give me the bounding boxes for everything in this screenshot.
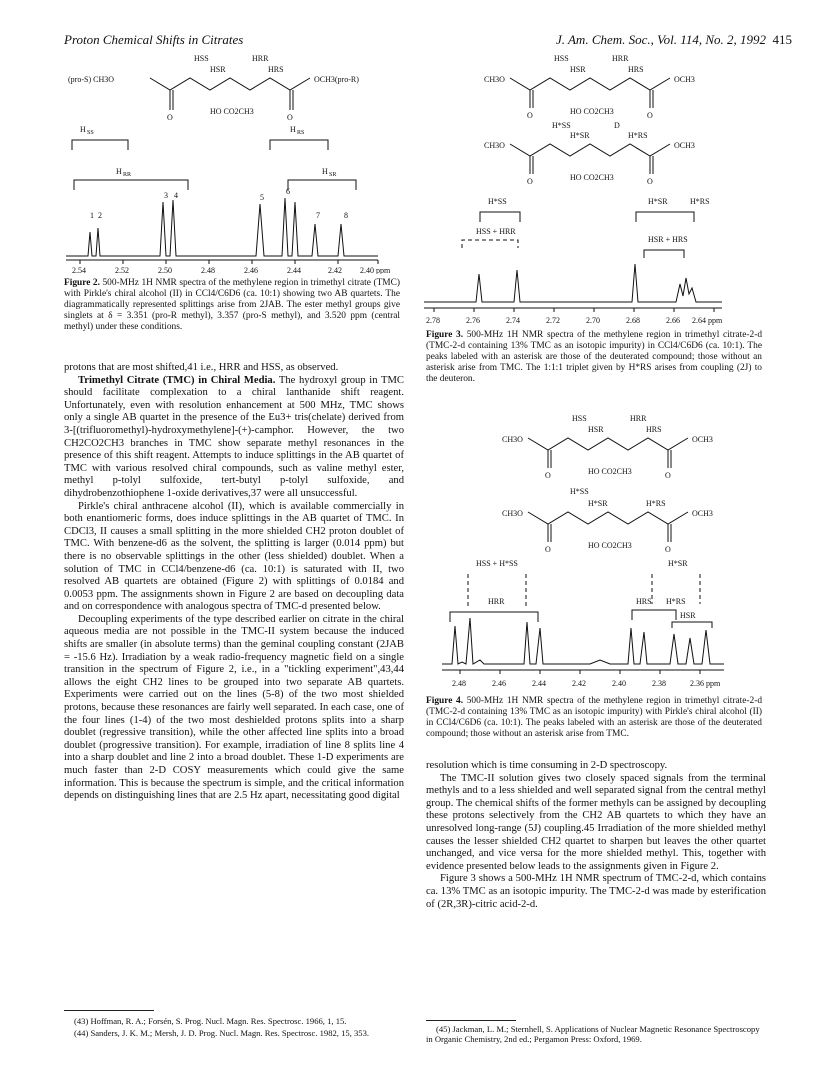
fig4-label-hrr: HRR xyxy=(488,597,505,606)
fig2-tick-label: 2.44 xyxy=(287,266,301,274)
fig2-label-hrs: HRS xyxy=(268,65,284,74)
paragraph: Trimethyl Citrate (TMC) in Chiral Media. The hydroxyl group in TMC should facilitate complexation to a chiral lanthanide shift reagent. Unfortunately, even with resolution enhancement at 500 MHz, TMC shows only a single AB quartet in the presence of the Eu3+ tris(chelate) derived from 3-[(trifluoromethyl)-hydroxymethylene]-(+)-camphor. However, the two CH2CO2CH3 branches in TMC show separate methyl resonances in the presence of this shift reagent. Attempts to induce splittings in the AB quartet of TMC with various resolved chiral compounds, such as valine methyl ester, methyl p-tolyl sulfoxide, tert-butyl p-tolyl sulfoxide, and dihydrobenzothiophene 1-oxide derivatives,37 were all unsuccessful. xyxy=(64,374,404,499)
caption-text: 500-MHz 1H NMR spectra of the methylene region in trimethyl citrate-2-d (TMC-2-d containing 13% TMC as an isotopic impurity) with Pirkle's chiral alcohol (II) in CCl4/C6D6 (ca. 10:1). The peaks labeled with an asterisk are those of the deuterated compound; those without an asterisk arise from TMC. xyxy=(426,696,763,739)
left-column xyxy=(64,362,404,803)
svg-text:HRS: HRS xyxy=(646,425,662,434)
svg-text:HSR: HSR xyxy=(570,65,586,74)
svg-text:O: O xyxy=(527,111,533,120)
fig3-right-group: OCH3 xyxy=(674,75,695,84)
fig2-ticks xyxy=(80,260,378,264)
svg-text:H: H xyxy=(116,167,122,176)
footnote-rule-right xyxy=(426,1020,516,1021)
paragraph: protons that are most shifted,41 i.e., HRR and HSS, as observed. xyxy=(64,362,339,373)
fig3-tick-label: 2.72 xyxy=(546,316,560,325)
svg-text:3: 3 xyxy=(164,191,168,200)
running-title: Proton Chemical Shifts in Citrates xyxy=(64,32,244,47)
fig3-label-hrs-star: H*RS xyxy=(690,197,710,206)
svg-text:HSR: HSR xyxy=(588,425,604,434)
figure-2-caption xyxy=(64,278,400,333)
fig2-tick-label: 2.50 xyxy=(158,266,172,274)
reference-44: (44) Sanders, J. K. M.; Mersh, J. D. Prog. Nucl. Magn. Res. Spectrosc. 1982, 15, 353. xyxy=(74,1028,370,1039)
fig2-tree-hss xyxy=(72,140,128,150)
reference-43: (43) Hoffman, R. A.; Forsén, S. Prog. Nucl. Magn. Res. Spectrosc. 1966, 1, 15. xyxy=(74,1016,347,1026)
fig3-spectrum xyxy=(424,264,722,302)
fig2-label-hrr: HRR xyxy=(252,54,269,63)
page-number: 415 xyxy=(772,32,792,47)
figure-3-caption xyxy=(426,330,762,385)
fig3-label-hss-hrr: HSS + HRR xyxy=(476,227,516,236)
fig3-label-hsr-hrs: HSR + HRS xyxy=(648,235,688,244)
fig3-tick-label: 2.76 xyxy=(466,316,480,325)
svg-text:SR: SR xyxy=(329,172,337,178)
fig4-ticks xyxy=(460,670,700,674)
svg-text:SS: SS xyxy=(87,130,94,136)
fig2-tree-hrs xyxy=(270,140,328,150)
svg-text:H*RS: H*RS xyxy=(628,131,648,140)
fig4-tick-label: 2.48 xyxy=(452,679,466,688)
fig4-tick-label: 2.36 ppm xyxy=(690,679,721,688)
fig2-tick-label: 2.54 xyxy=(72,266,86,274)
fig2-right-group: OCH3(pro-R) xyxy=(314,75,359,84)
fig2-label-hsr: HSR xyxy=(210,65,226,74)
fig4-tick-label: 2.44 xyxy=(532,679,546,688)
fig4-label-hrs-star: H*RS xyxy=(666,597,686,606)
fig2-tree-hrr xyxy=(74,180,188,190)
fig4-spectrum xyxy=(442,618,724,664)
caption-label: Figure 2. xyxy=(64,278,100,288)
caption-text: 500-MHz 1H NMR spectra of the methylene region in trimethyl citrate-2-d (TMC-2-d containing 13% TMC as an isotopic impurity) in CCl4/C6D6 (ca. 10:1). The peaks labeled with an asterisk are those of the deuterated compound; those without an asterisk arise from TMC. The 1:1:1 triplet given by H*RS arises from coupling (2J) to the deuteron. xyxy=(426,330,763,384)
svg-text:H*SR: H*SR xyxy=(588,499,608,508)
svg-text:HRR: HRR xyxy=(612,54,629,63)
fig2-tree-hsr xyxy=(288,180,356,190)
fig2-center-group: HO CO2CH3 xyxy=(210,107,254,116)
svg-text:8: 8 xyxy=(344,211,348,220)
svg-text:H*SS: H*SS xyxy=(552,121,571,130)
reference-45: (45) Jackman, L. M.; Sternhell, S. Applications of Nuclear Magnetic Resonance Spectroscopy in Organic Chemistry, 2nd ed.; Pergamon Press: Oxford, 1969. xyxy=(426,1024,760,1045)
caption-text: 500-MHz 1H NMR spectra of the methylene region in trimethyl citrate (TMC) with Pirkle's chiral alcohol (II) in CCl4/C6D6 (ca. 10:1) showing two AB quartets. The diagrammatically represented splittings arise from 2JAB. The ester methyl groups give singlets at δ = 3.351 (pro-R methyl), 3.357 (pro-S methyl), and 3.520 ppm (central methyl) under these conditions. xyxy=(64,278,401,332)
fig2-left-group: (pro-S) CH3O xyxy=(68,75,114,84)
fig3-label-hss-star: H*SS xyxy=(488,197,507,206)
svg-text:HRS: HRS xyxy=(628,65,644,74)
svg-text:H: H xyxy=(290,125,296,134)
fig4-tick-label: 2.38 xyxy=(652,679,666,688)
fig2-backbone xyxy=(150,78,310,90)
svg-text:5: 5 xyxy=(260,193,264,202)
paragraph: Pirkle's chiral anthracene alcohol (II), which is available commercially in both enantiomeric forms, does induce splittings in the AB quartet of TMC. In CDCl3, II causes a small splitting in the more shielded CH2 proton doublet of TMC. With benzene-d6 as the solvent, the splitting is larger (0.014 ppm) but there is no observable splittings in the other (less shielded) doublet. When a solution of TMC in CCl4/benzene-d6 (ca. 10:1) is saturated with II, two resolved AB quartets are obtained (Figure 2) with splittings of 0.0184 and 0.0053 ppm. The assignments shown in Figure 2 are based on decoupling data and on correspondence with analogous spectra of TMC-d presented below. xyxy=(64,500,404,613)
fig2-tick-label: 2.48 xyxy=(201,266,215,274)
fig3-tick-label: 2.74 xyxy=(506,316,520,325)
paragraph: The TMC-II solution gives two closely spaced signals from the terminal methyls and to a less shielded and well separated signal from the central methyl group. The chemical shifts of the former methyls can be assigned by decoupling these protons selectively from the CH2 AB quartets to which they have an unresolved long-range (5J) coupling.45 Irradiation of the more shielded methyl causes the lesser shielded CH2 quartet to sharpen but leaves the other quartet unchanged, and vice versa for the more shielded methyl. This, together with evidence presented below leads to the assignments given in Figure 2. xyxy=(426,772,766,872)
svg-text:H*SR: H*SR xyxy=(570,131,590,140)
figure-4 xyxy=(440,408,740,700)
fig3-tick-label: 2.68 xyxy=(626,316,640,325)
svg-text:OCH3: OCH3 xyxy=(692,509,713,518)
fig2-tick-label: 2.52 xyxy=(115,266,129,274)
svg-text:1: 1 xyxy=(90,211,94,220)
fig4-label-hsr-star: H*SR xyxy=(668,559,688,568)
fig3-ticks xyxy=(434,308,714,312)
svg-text:CH3O: CH3O xyxy=(502,435,523,444)
svg-text:2: 2 xyxy=(98,211,102,220)
svg-text:O: O xyxy=(665,471,671,480)
journal-name: J. Am. Chem. Soc. xyxy=(555,32,651,47)
svg-text:O: O xyxy=(527,177,533,186)
fig2-tick-label: 2.46 xyxy=(244,266,258,274)
paragraph: Figure 3 shows a 500-MHz 1H NMR spectrum of TMC-2-d, which contains ca. 13% TMC as an isotopic impurity. The TMC-2-d was made by esterification of (2R,3R)-citric acid-2-d. xyxy=(426,873,766,910)
footnote-rule-left xyxy=(64,1010,154,1011)
svg-text:H: H xyxy=(322,167,328,176)
svg-text:O: O xyxy=(167,113,173,122)
fig4-label-hrs: HRS xyxy=(636,597,652,606)
figure-3 xyxy=(422,52,732,326)
svg-text:O: O xyxy=(665,545,671,554)
fig3-center-group: HO CO2CH3 xyxy=(570,107,614,116)
svg-text:D: D xyxy=(614,121,620,130)
paragraph: Decoupling experiments of the type described earlier on citrate in the chiral aqueous media are not possible in the TMC-II system because the induced shifts are smaller (in absolute terms) than the geminal coupling constant (2JAB = -15.6 Hz). Irradiation by a weak radio-frequency magnetic field on a single transition in the spectrum of Figure 2, i.e., in a "tickling experiment",43,44 allows the eight CH2 lines to be grouped into two separate AB quartets. Experiments were carried out on the lines (5-8) of the two most shielded protons, because these resonances are fairly well separated. In each case, one of the four lines (1-4) of the two most deshielded protons splits into a sharp doublet (regressive transition), while the other affected line splits into a broad doublet (progressive transition). For example, irradiation of line 8 splits line 4 into a sharp doublet and line 2 into a broad doublet. These 1-D experiments are much faster than 2-D COSY measurements which could give the same information. This is because the spectrum is simple, and the critical information depends on distinguishing lines that are 2.5 Hz apart, necessitating good digital xyxy=(64,613,404,802)
svg-text:O: O xyxy=(545,471,551,480)
left-references xyxy=(64,1016,404,1041)
fig4-tick-label: 2.46 xyxy=(492,679,506,688)
svg-text:HO CO2CH3: HO CO2CH3 xyxy=(570,173,614,182)
right-references xyxy=(426,1024,766,1047)
svg-text:O: O xyxy=(287,113,293,122)
fig2-tick-label: 2.42 xyxy=(328,266,342,274)
svg-text:HSS: HSS xyxy=(572,414,587,423)
caption-label: Figure 3. xyxy=(426,330,464,340)
svg-text:HO CO2CH3: HO CO2CH3 xyxy=(588,541,632,550)
fig4-tick-label: 2.42 xyxy=(572,679,586,688)
svg-text:H: H xyxy=(80,125,86,134)
fig2-tick-label: 2.40 ppm xyxy=(360,266,390,274)
figure-2 xyxy=(60,52,390,274)
fig4-tick-label: 2.40 xyxy=(612,679,626,688)
svg-text:OCH3: OCH3 xyxy=(692,435,713,444)
fig3-label-hsr-star: H*SR xyxy=(648,197,668,206)
svg-text:HSS: HSS xyxy=(554,54,569,63)
fig2-label-hss: HSS xyxy=(194,54,209,63)
fig4-label-hss-plus: HSS + H*SS xyxy=(476,559,518,568)
svg-text:CH3O: CH3O xyxy=(484,141,505,150)
fig3-tick-label: 2.78 xyxy=(426,316,440,325)
svg-text:HO CO2CH3: HO CO2CH3 xyxy=(588,467,632,476)
svg-text:HRR: HRR xyxy=(630,414,647,423)
paragraph: resolution which is time consuming in 2-D spectroscopy. xyxy=(426,760,668,771)
svg-text:7: 7 xyxy=(316,211,320,220)
section-heading: Trimethyl Citrate (TMC) in Chiral Media. xyxy=(78,374,276,386)
caption-label: Figure 4. xyxy=(426,696,464,706)
svg-text:RR: RR xyxy=(123,172,132,178)
svg-text:O: O xyxy=(545,545,551,554)
fig2-spectrum xyxy=(66,198,378,256)
svg-text:6: 6 xyxy=(286,187,290,196)
svg-text:O: O xyxy=(647,177,653,186)
svg-text:H*RS: H*RS xyxy=(646,499,666,508)
svg-text:CH3O: CH3O xyxy=(502,509,523,518)
figure-4-caption xyxy=(426,696,762,740)
svg-text:H*SS: H*SS xyxy=(570,487,589,496)
fig3-tick-label: 2.70 xyxy=(586,316,600,325)
journal-citation: J. Am. Chem. Soc., Vol. 114, No. 2, 1992 415 xyxy=(555,32,792,47)
svg-text:RS: RS xyxy=(297,130,305,136)
svg-text:4: 4 xyxy=(174,191,178,200)
svg-text:OCH3: OCH3 xyxy=(674,141,695,150)
right-column xyxy=(426,760,766,911)
journal-volume: Vol. 114, No. 2, 1992 xyxy=(657,32,766,47)
fig3-tick-label: 2.64 ppm xyxy=(692,316,723,325)
fig4-label-hsr: HSR xyxy=(680,611,696,620)
fig3-left-group: CH3O xyxy=(484,75,505,84)
fig3-tick-label: 2.66 xyxy=(666,316,680,325)
svg-text:O: O xyxy=(647,111,653,120)
